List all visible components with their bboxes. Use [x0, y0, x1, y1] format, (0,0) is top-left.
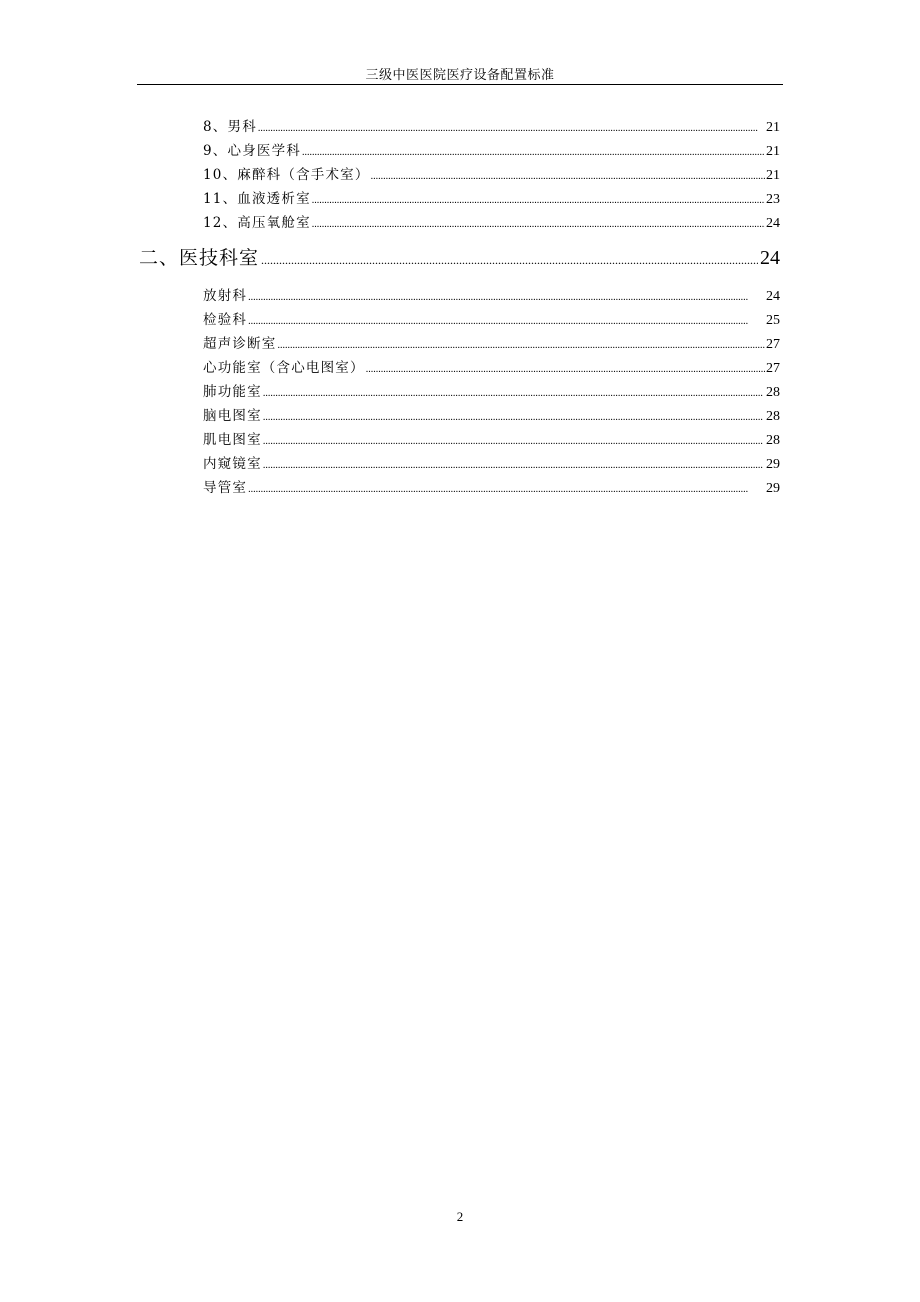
toc-entry-page: 21 [766, 168, 780, 183]
toc-leader-dots [248, 312, 765, 328]
header-divider [137, 84, 783, 85]
toc-section-label: 二、医技科室 [139, 247, 260, 269]
toc-entry-page: 28 [766, 385, 780, 400]
toc-leader-dots [312, 215, 765, 231]
toc-entry-anesthesiology[interactable] [203, 163, 780, 184]
toc-entry-page: 28 [766, 409, 780, 424]
toc-leader-dots [248, 288, 765, 304]
toc-entry-page: 28 [766, 433, 780, 448]
toc-entry-label: 内窥镜室 [203, 456, 262, 472]
toc-leader-dots [263, 456, 765, 472]
toc-entry-page: 24 [766, 216, 780, 231]
toc-entry-label: 放射科 [203, 288, 248, 304]
toc-leader-dots [302, 143, 765, 159]
toc-entry-label: 8、男科 [203, 119, 257, 135]
toc-entry-label: 12、高压氧舱室 [203, 215, 311, 231]
toc-entry-label: 检验科 [203, 312, 248, 328]
toc-entry-label: 肌电图室 [203, 432, 262, 448]
toc-entry-label: 导管室 [203, 480, 248, 496]
toc-entry-hemodialysis[interactable] [203, 187, 780, 208]
toc-entry-page: 24 [766, 289, 780, 304]
toc-leader-dots [312, 191, 765, 207]
toc-entry-pulmonary-function[interactable] [203, 380, 780, 401]
toc-entry-ultrasound[interactable] [203, 332, 780, 353]
toc-entry-andrology[interactable] [203, 115, 780, 136]
toc-entry-page: 23 [766, 192, 780, 207]
toc-section-medical-technology[interactable] [139, 243, 780, 270]
toc-entry-page: 29 [766, 481, 780, 496]
toc-entry-cardiac-function[interactable] [203, 356, 780, 377]
toc-leader-dots [248, 480, 765, 496]
toc-leader-dots [263, 384, 765, 400]
toc-entry-catheterization[interactable] [203, 476, 780, 497]
toc-entry-label: 心功能室（含心电图室） [203, 360, 365, 376]
toc-entry-label: 10、麻醉科（含手术室） [203, 167, 370, 183]
toc-entry-label: 11、血液透析室 [203, 191, 311, 207]
toc-entry-page: 27 [766, 361, 780, 376]
toc-section-page: 24 [760, 247, 780, 269]
toc-entry-page: 29 [766, 457, 780, 472]
toc-entry-page: 27 [766, 337, 780, 352]
toc-entry-label: 肺功能室 [203, 384, 262, 400]
toc-entry-emg[interactable] [203, 428, 780, 449]
page-number: 2 [456, 1209, 464, 1224]
toc-entry-laboratory[interactable] [203, 308, 780, 329]
toc-entry-page: 21 [766, 144, 780, 159]
toc-entry-label: 9、心身医学科 [203, 143, 301, 159]
toc-leader-dots [261, 247, 758, 269]
page-header-title: 三级中医医院医疗设备配置标准 [365, 68, 555, 83]
toc-leader-dots [258, 119, 765, 135]
toc-leader-dots [278, 336, 766, 352]
toc-entry-label: 脑电图室 [203, 408, 262, 424]
toc-entry-hyperbaric-oxygen[interactable] [203, 211, 780, 232]
toc-leader-dots [371, 167, 765, 183]
toc-leader-dots [366, 360, 765, 376]
toc-entry-radiology[interactable] [203, 284, 780, 305]
toc-entry-page: 21 [766, 120, 780, 135]
toc-entry-page: 25 [766, 313, 780, 328]
toc-entry-label: 超声诊断室 [203, 336, 277, 352]
toc-entry-eeg[interactable] [203, 404, 780, 425]
toc-leader-dots [263, 432, 765, 448]
toc-entry-endoscopy[interactable] [203, 452, 780, 473]
toc-entry-psychosomatic[interactable] [203, 139, 780, 160]
toc-leader-dots [263, 408, 765, 424]
